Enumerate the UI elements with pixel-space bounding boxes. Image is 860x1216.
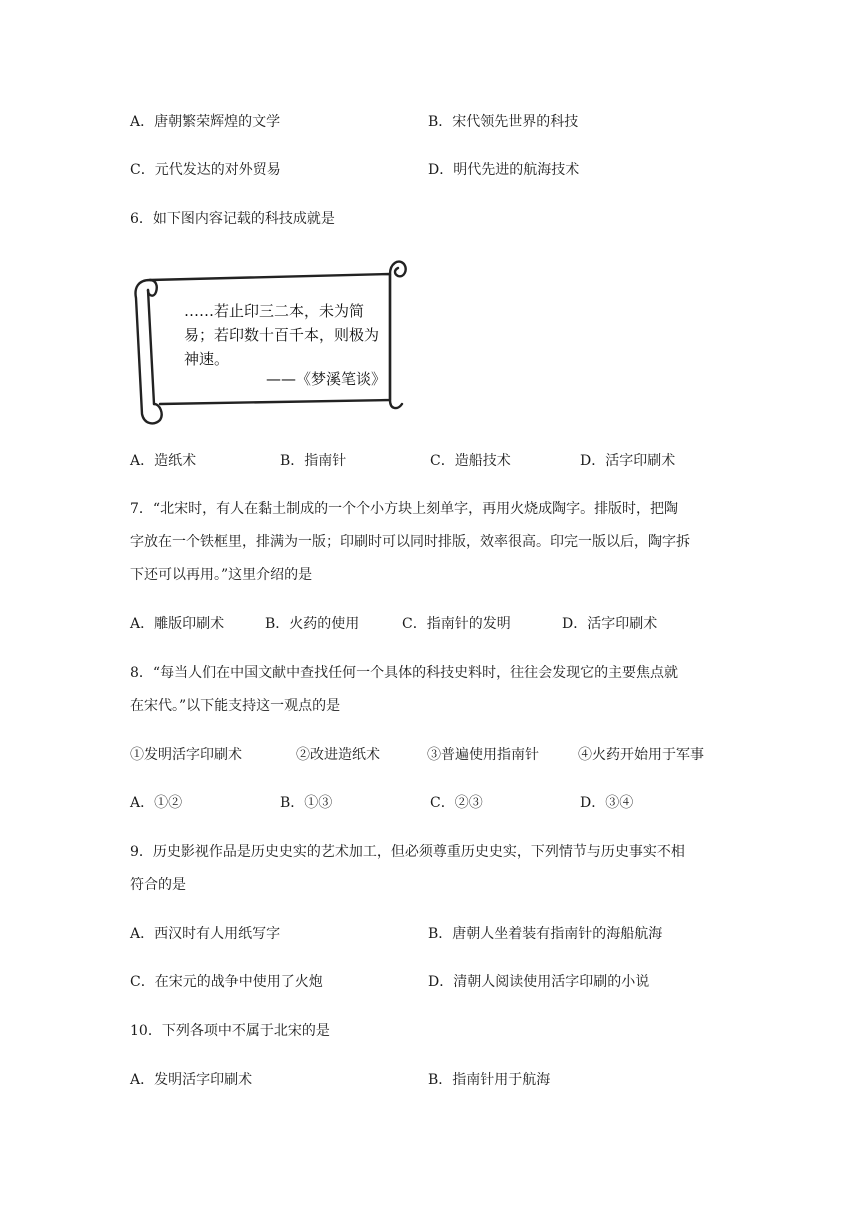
q8-stem-line-1: 8．“每当人们在中国文献中查找任何一个具体的科技史料时，往往会发现它的主要焦点就 [130, 665, 679, 681]
q7-option-b: B．火药的使用 [265, 616, 360, 632]
q10-option-a: A．发明活字印刷术 [130, 1072, 253, 1088]
q7-option-c: C．指南针的发明 [402, 616, 511, 632]
q6-option-d: D．活字印刷术 [580, 453, 676, 469]
q5-option-d: D．明代先进的航海技术 [428, 162, 580, 178]
q5-option-b: B．宋代领先世界的科技 [428, 114, 579, 130]
q9-option-c: C．在宋元的战争中使用了火炮 [130, 974, 323, 990]
q8-item-3: ③普遍使用指南针 [427, 747, 539, 763]
q5-option-c: C．元代发达的对外贸易 [130, 162, 281, 178]
q8-item-2: ②改进造纸术 [296, 747, 380, 763]
q6-option-c: C．造船技术 [430, 453, 511, 469]
q10-option-b: B．指南针用于航海 [428, 1072, 551, 1088]
scroll-line-2: 易；若印数十百千本，则极为 [184, 326, 380, 344]
q9-stem-line-2: 符合的是 [130, 877, 186, 893]
q8-option-d: D．③④ [580, 795, 634, 811]
scroll-line-3: 神速。 [184, 350, 230, 368]
q6-option-b: B．指南针 [280, 453, 347, 469]
q7-option-a: A．雕版印刷术 [130, 616, 225, 632]
scroll-line-1: ……若止印三二本，未为简 [184, 302, 365, 320]
q9-option-d: D．清朝人阅读使用活字印刷的小说 [428, 974, 650, 990]
q8-item-1: ①发明活字印刷术 [130, 747, 242, 763]
q8-stem-line-2: 在宋代。”以下能支持这一观点的是 [130, 698, 341, 714]
q7-stem-line-1: 7．“北宋时，有人在黏土制成的一个个小方块上刻单字，再用火烧成陶字。排版时，把陶 [130, 501, 679, 517]
q10-stem: 10．下列各项中不属于北宋的是 [130, 1023, 330, 1039]
q9-stem-line-1: 9．历史影视作品是历史史实的艺术加工，但必须尊重历史史实，下列情节与历史事实不相 [130, 844, 685, 860]
scroll-illustration [128, 254, 408, 430]
q8-item-4: ④火药开始用于军事 [578, 747, 704, 763]
q9-option-a: A．西汉时有人用纸写字 [130, 926, 281, 942]
q7-stem-line-3: 下还可以再用。”这里介绍的是 [130, 567, 313, 583]
scroll-source: ——《梦溪笔谈》 [266, 370, 387, 388]
q7-option-d: D．活字印刷术 [562, 616, 658, 632]
q8-option-c: C．②③ [430, 795, 483, 811]
q9-option-b: B．唐朝人坐着装有指南针的海船航海 [428, 926, 663, 942]
q8-option-b: B．①③ [280, 795, 333, 811]
q6-stem: 6．如下图内容记载的科技成就是 [130, 211, 335, 227]
q7-stem-line-2: 字放在一个铁框里，排满为一版；印刷时可以同时排版，效率很高。印完一版以后，陶字拆 [130, 534, 690, 550]
q5-option-a: A．唐朝繁荣辉煌的文学 [130, 114, 281, 130]
q8-option-a: A．①② [130, 795, 183, 811]
q6-option-a: A．造纸术 [130, 453, 197, 469]
